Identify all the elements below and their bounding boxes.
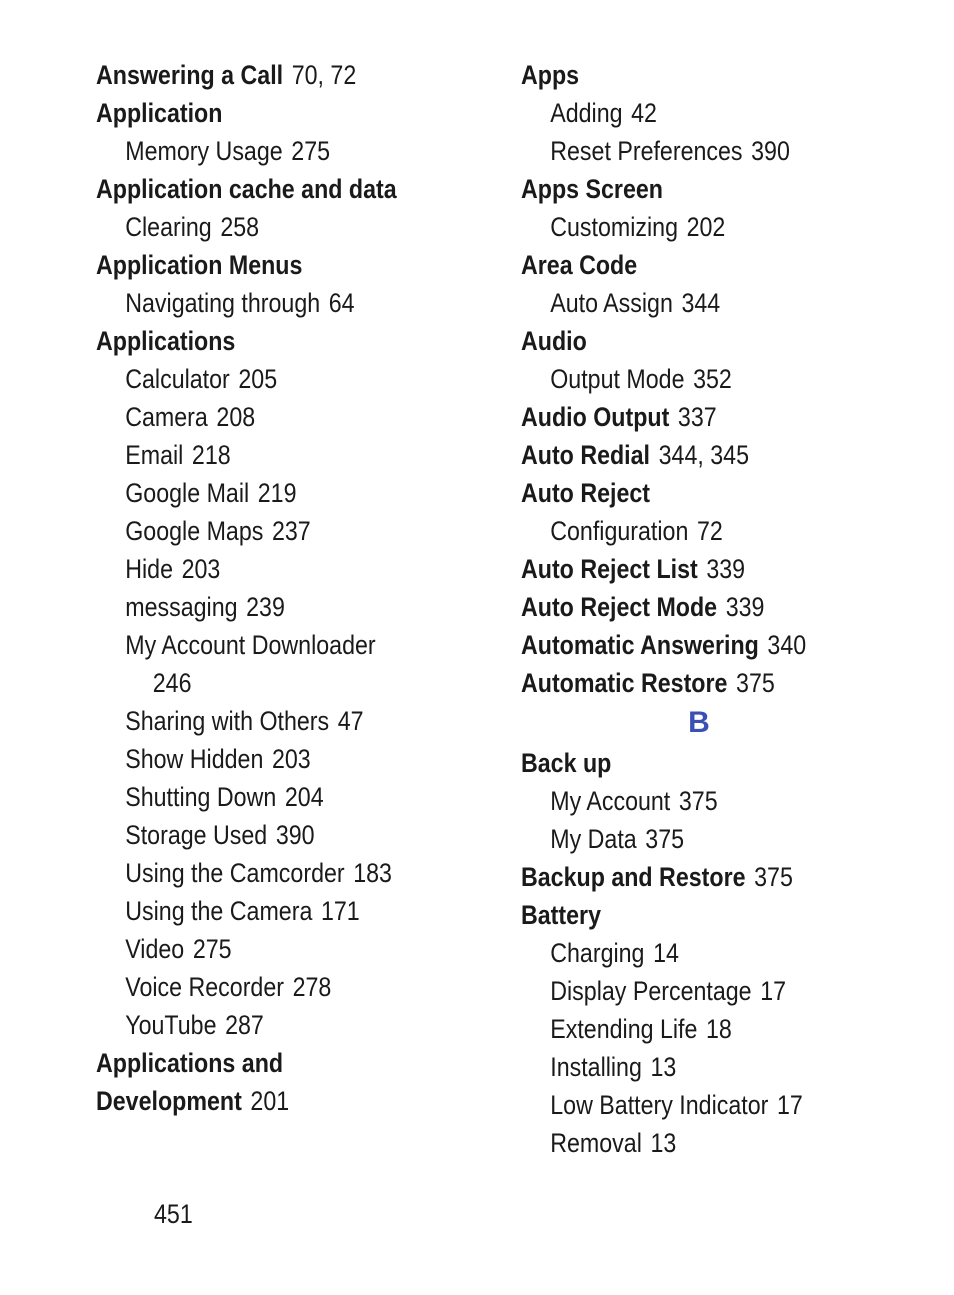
index-term: Application cache and data (96, 174, 397, 204)
index-term: Sharing with Others (125, 706, 330, 736)
index-page-refs: 246 (152, 668, 192, 698)
index-term: Storage Used (125, 820, 268, 850)
index-subentry (521, 512, 865, 550)
index-term: Google Maps (125, 516, 264, 546)
index-page-refs: 14 (653, 938, 679, 968)
index-page-refs: 375 (736, 668, 775, 698)
index-term: Using the Camera (125, 896, 313, 926)
index-term: My Data (550, 824, 637, 854)
index-subentry (96, 588, 431, 626)
index-term: Charging (550, 938, 645, 968)
index-term: Configuration (550, 516, 689, 546)
index-subentry (96, 360, 431, 398)
index-term: YouTube (125, 1010, 217, 1040)
index-page-refs: 18 (706, 1014, 732, 1044)
index-term: Answering a Call (96, 60, 284, 90)
index-page-refs: 352 (693, 364, 732, 394)
index-subentry (96, 968, 431, 1006)
index-page-refs: 218 (191, 440, 231, 470)
index-page-refs: 375 (678, 786, 718, 816)
index-entry (96, 1082, 431, 1120)
index-subentry (96, 1006, 431, 1044)
index-term: Extending Life (550, 1014, 698, 1044)
index-page-refs: 201 (250, 1086, 290, 1116)
index-term: My Account (550, 786, 671, 816)
index-term: Battery (521, 900, 602, 930)
index-term: Application Menus (96, 250, 303, 280)
index-subentry (521, 1010, 865, 1048)
index-page-refs: 203 (181, 554, 221, 584)
index-page-refs: 258 (220, 212, 260, 242)
index-entry (96, 246, 431, 284)
index-continuation (96, 664, 431, 702)
index-term: Automatic Answering (521, 630, 759, 660)
index-entry (521, 474, 865, 512)
index-term: Development (96, 1086, 242, 1116)
index-page-refs: 219 (257, 478, 297, 508)
index-column-left (96, 56, 486, 1120)
index-term: Customizing (550, 212, 679, 242)
index-term: Back up (521, 748, 612, 778)
index-subentry (521, 1048, 865, 1086)
index-term: messaging (125, 592, 238, 622)
index-page-refs: 47 (337, 706, 364, 736)
index-term: Adding (550, 98, 623, 128)
index-page-refs: 339 (725, 592, 765, 622)
index-subentry (521, 132, 865, 170)
index-subentry (521, 820, 865, 858)
index-subentry (96, 132, 431, 170)
index-term: Auto Reject Mode (521, 592, 718, 622)
index-term: Memory Usage (125, 136, 283, 166)
index-subentry (521, 208, 865, 246)
index-subentry (96, 512, 431, 550)
index-subentry (521, 94, 865, 132)
index-subentry (521, 1086, 865, 1124)
index-page-refs: 344, 345 (658, 440, 750, 470)
index-page-refs: 202 (686, 212, 726, 242)
index-page-refs: 390 (751, 136, 790, 166)
index-subentry (96, 436, 431, 474)
index-term: Shutting Down (125, 782, 277, 812)
index-page-refs: 340 (767, 630, 807, 660)
index-term: Video (125, 934, 185, 964)
index-entry (521, 246, 865, 284)
index-page-refs: 205 (238, 364, 278, 394)
index-term: Audio (521, 326, 587, 356)
index-entry (521, 170, 865, 208)
index-term: Show Hidden (125, 744, 264, 774)
index-entry (521, 896, 865, 934)
index-subentry (96, 550, 431, 588)
index-entry (521, 398, 865, 436)
index-page-refs: 42 (631, 98, 657, 128)
index-subentry (96, 398, 431, 436)
index-term: Google Mail (125, 478, 250, 508)
index-entry (96, 56, 431, 94)
index-subentry (96, 284, 431, 322)
index-entry (521, 664, 865, 702)
index-entry (96, 94, 431, 132)
index-entry (96, 170, 431, 208)
index-page-refs: 339 (706, 554, 746, 584)
index-subentry (96, 892, 431, 930)
index-subentry (96, 930, 431, 968)
index-term: Calculator (125, 364, 230, 394)
index-page-refs: 17 (760, 976, 787, 1006)
index-page-refs: 239 (246, 592, 285, 622)
index-page-refs: 171 (320, 896, 360, 926)
index-subentry (96, 702, 431, 740)
index-subentry (521, 284, 865, 322)
index-term: Using the Camcorder (125, 858, 345, 888)
index-page-refs: 72 (696, 516, 723, 546)
index-entry (521, 436, 865, 474)
index-subentry (521, 972, 865, 1010)
index-term: Navigating through (125, 288, 321, 318)
index-page-refs: 344 (681, 288, 721, 318)
index-term: Clearing (125, 212, 212, 242)
index-subentry (96, 854, 431, 892)
index-term: Apps Screen (521, 174, 663, 204)
index-term: Low Battery Indicator (550, 1090, 769, 1120)
index-page-refs: 375 (754, 862, 793, 892)
index-term: Output Mode (550, 364, 685, 394)
index-term: Applications (96, 326, 236, 356)
index-term: Applications and (96, 1048, 284, 1078)
index-term: Application (96, 98, 223, 128)
index-term: Apps (521, 60, 580, 90)
index-page-refs: 275 (291, 136, 331, 166)
index-page-refs: 275 (192, 934, 232, 964)
index-page-refs: 17 (776, 1090, 803, 1120)
index-entry (521, 588, 865, 626)
index-page-refs: 375 (645, 824, 685, 854)
index-page-refs: 278 (292, 972, 332, 1002)
index-term: Email (125, 440, 184, 470)
index-term: Area Code (521, 250, 638, 280)
index-page-refs: 390 (275, 820, 315, 850)
index-letter-heading: B (688, 706, 710, 739)
index-subentry (96, 740, 431, 778)
index-entry (521, 744, 865, 782)
index-subentry (96, 778, 431, 816)
index-entry (521, 858, 865, 896)
index-term: Installing (550, 1052, 642, 1082)
index-page-refs: 203 (271, 744, 311, 774)
index-column-right (521, 56, 921, 1162)
index-subentry (521, 934, 865, 972)
index-term: Display Percentage (550, 976, 752, 1006)
index-term: Auto Assign (550, 288, 673, 318)
index-page-refs: 204 (284, 782, 324, 812)
index-page-refs: 183 (353, 858, 392, 888)
index-subentry (521, 360, 865, 398)
index-entry (521, 56, 865, 94)
index-subentry (96, 208, 431, 246)
index-term: Auto Reject (521, 478, 651, 508)
index-subentry (96, 626, 431, 664)
index-subentry (96, 474, 431, 512)
index-term: Backup and Restore (521, 862, 746, 892)
index-subentry (521, 1124, 865, 1162)
index-page-refs: 337 (677, 402, 717, 432)
index-page-refs: 70, 72 (291, 60, 357, 90)
index-term: Removal (550, 1128, 642, 1158)
index-entry (521, 626, 865, 664)
index-entry (521, 322, 865, 360)
index-term: Audio Output (521, 402, 670, 432)
index-term: Automatic Restore (521, 668, 728, 698)
index-term: Auto Reject List (521, 554, 698, 584)
page-number: 451 (154, 1199, 193, 1229)
index-entry (521, 550, 865, 588)
index-page-refs: 208 (216, 402, 256, 432)
index-term: Voice Recorder (125, 972, 285, 1002)
index-term: Auto Redial (521, 440, 651, 470)
index-page-refs: 237 (271, 516, 311, 546)
index-term: My Account Downloader (125, 630, 376, 660)
index-term: Hide (125, 554, 173, 584)
index-page-refs: 13 (650, 1052, 677, 1082)
index-subentry (96, 816, 431, 854)
index-page-refs: 64 (328, 288, 355, 318)
index-term: Reset Preferences (550, 136, 743, 166)
index-subentry (521, 782, 865, 820)
index-entry (96, 1044, 431, 1082)
index-page-refs: 13 (650, 1128, 677, 1158)
index-entry (96, 322, 431, 360)
index-term: Camera (125, 402, 208, 432)
index-page-refs: 287 (225, 1010, 264, 1040)
